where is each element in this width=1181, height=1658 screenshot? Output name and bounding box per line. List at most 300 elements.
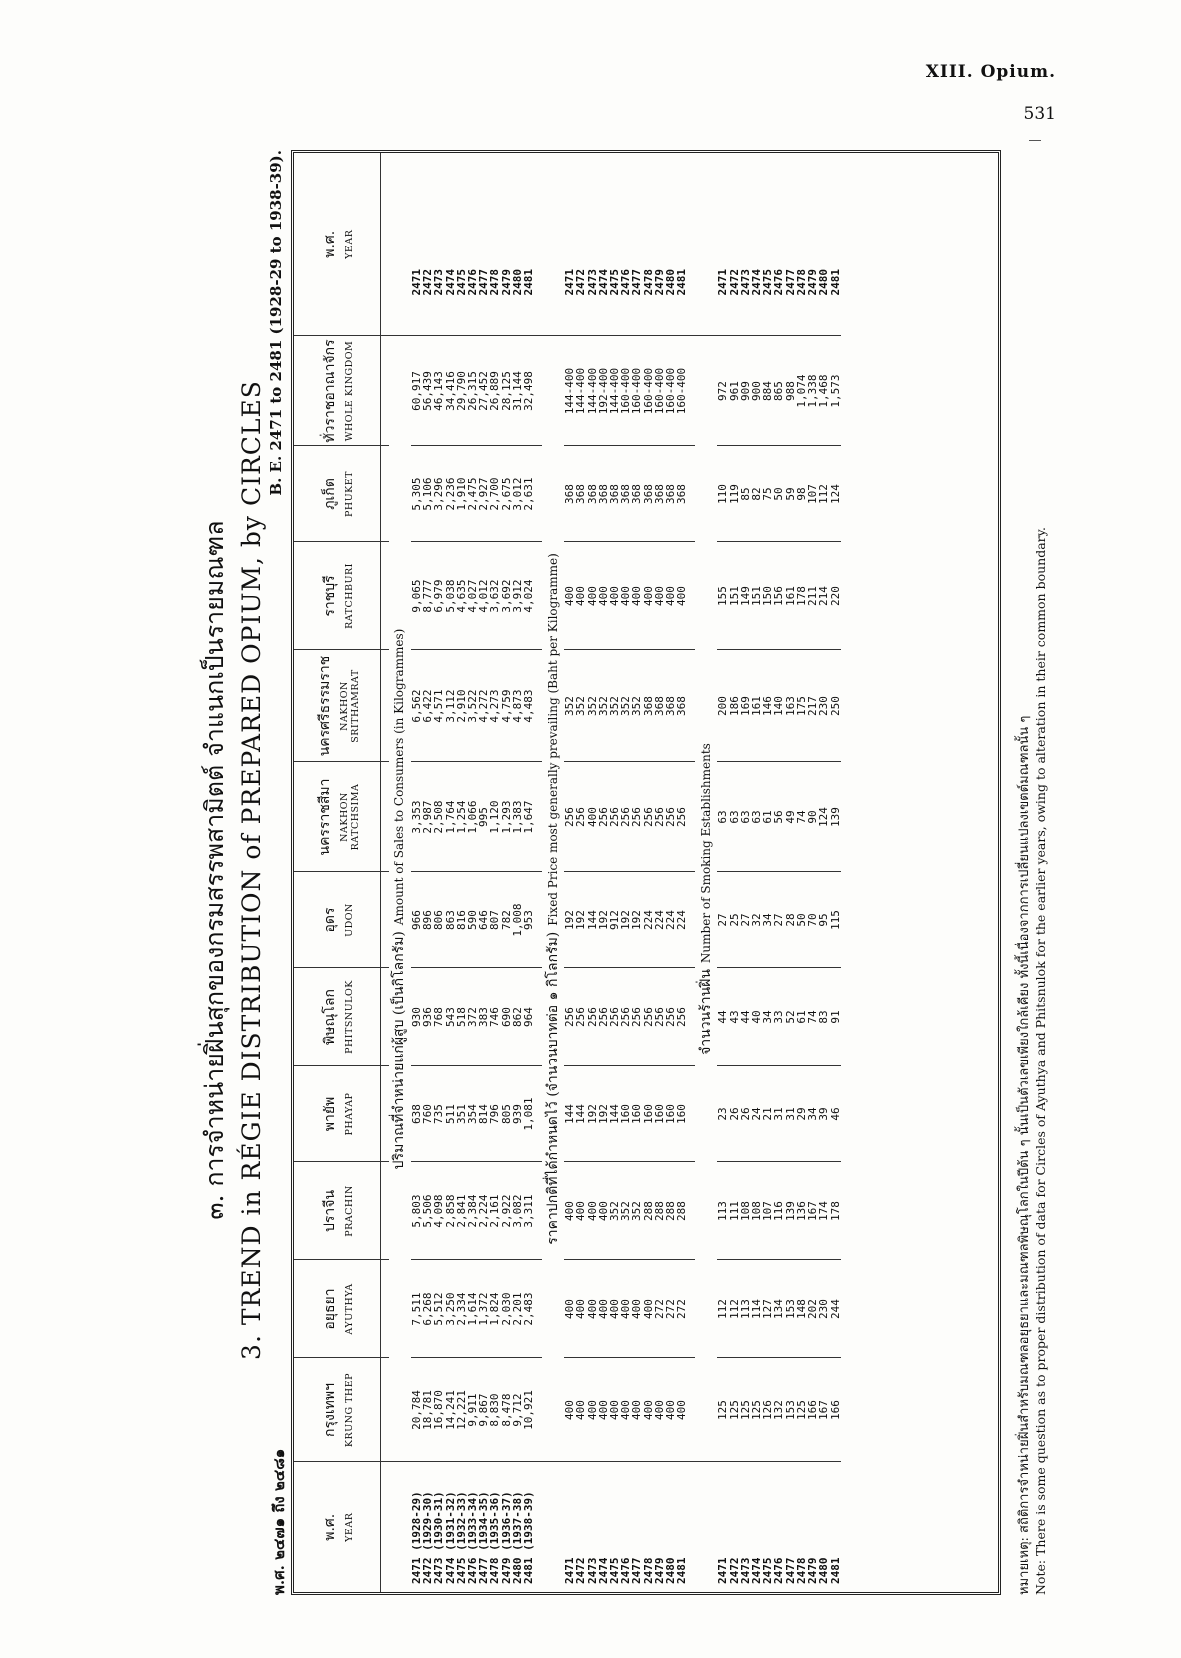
value-cell: 5,506 bbox=[422, 1162, 433, 1260]
value-cell: 2,987 bbox=[422, 762, 433, 872]
spacer-cell bbox=[687, 542, 695, 650]
table-row bbox=[751, 153, 762, 1592]
table-row bbox=[796, 153, 807, 1592]
value-cell: 31 bbox=[785, 1066, 796, 1162]
value-cell: 3,912 bbox=[512, 542, 523, 650]
value-cell: 9,911 bbox=[467, 1358, 478, 1462]
column-header-english: PHUKET bbox=[344, 470, 355, 518]
value-cell: 4,012 bbox=[478, 542, 489, 650]
column-header-english: NAKHON SRITHAMRAT bbox=[338, 669, 361, 743]
spacer-cell bbox=[687, 1358, 695, 1462]
value-cell: 256 bbox=[676, 968, 687, 1066]
value-cell: 400 bbox=[575, 1162, 586, 1260]
value-cell: 155 bbox=[717, 542, 728, 650]
spacer-row bbox=[381, 153, 390, 1592]
range-thai: พ.ศ. ๒๔๗๑ ถึง ๒๔๘๑ bbox=[270, 1448, 288, 1595]
value-cell: 27 bbox=[717, 872, 728, 968]
spacer-cell bbox=[534, 968, 542, 1066]
value-cell: 368 bbox=[598, 446, 609, 542]
year-cell: 2475 bbox=[761, 1557, 775, 1584]
column-header bbox=[294, 153, 381, 336]
value-cell: 368 bbox=[587, 446, 598, 542]
column-header bbox=[294, 1462, 381, 1592]
value-cell: 6,268 bbox=[422, 1260, 433, 1358]
spacer-cell bbox=[687, 153, 695, 336]
value-cell: 10,921 bbox=[523, 1358, 534, 1462]
spacer-cell bbox=[534, 153, 542, 336]
table-row bbox=[478, 153, 489, 1592]
column-header-english: YEAR bbox=[344, 229, 355, 259]
spacer-cell bbox=[534, 1462, 542, 1592]
section-spacer-cell bbox=[389, 1462, 411, 1592]
column-header-thai: พิษณุโลก bbox=[322, 988, 338, 1046]
value-cell: 144-400 bbox=[587, 336, 598, 446]
value-cell: 2,700 bbox=[489, 446, 500, 542]
spacer-cell bbox=[534, 1162, 542, 1260]
value-cell: 217 bbox=[807, 650, 818, 762]
value-cell: 1,120 bbox=[489, 762, 500, 872]
value-cell: 63 bbox=[729, 762, 740, 872]
year-cell-right: 2478 bbox=[643, 153, 654, 336]
spacer-cell bbox=[381, 336, 390, 446]
section-title-english: Fixed Price most generally prevailing (Baht per Kilogramme) bbox=[545, 553, 560, 926]
value-cell: 638 bbox=[411, 1066, 422, 1162]
column-header-thai: นครศรีธรรมราช bbox=[316, 655, 333, 757]
table-row bbox=[501, 153, 512, 1592]
column-header-english: AYUTHYA bbox=[344, 1283, 355, 1335]
year-cell-right: 2478 bbox=[489, 153, 500, 336]
year-cell-right: 2475 bbox=[609, 153, 620, 336]
value-cell: 108 bbox=[751, 1162, 762, 1260]
year-cell-right: 2472 bbox=[575, 153, 586, 336]
year-cell: 2474 bbox=[750, 1557, 764, 1584]
spacer-cell bbox=[687, 1462, 695, 1592]
spacer-cell bbox=[534, 1066, 542, 1162]
spacer-cell bbox=[381, 1358, 390, 1462]
value-cell: 1,573 bbox=[830, 336, 841, 446]
value-cell: 46,143 bbox=[433, 336, 444, 446]
spacer-row bbox=[687, 153, 695, 1592]
value-cell: 160 bbox=[665, 1066, 676, 1162]
value-cell: 805 bbox=[501, 1066, 512, 1162]
section-spacer-cell bbox=[389, 153, 411, 336]
column-header-thai: ทั่วราชอาณาจักร bbox=[322, 339, 338, 443]
value-cell: 518 bbox=[456, 968, 467, 1066]
value-cell: 2,631 bbox=[523, 446, 534, 542]
value-cell: 256 bbox=[631, 968, 642, 1066]
value-cell: 2,236 bbox=[445, 446, 456, 542]
value-cell: 368 bbox=[643, 446, 654, 542]
value-cell: 230 bbox=[818, 650, 829, 762]
table-row bbox=[411, 153, 422, 1592]
value-cell: 4,571 bbox=[433, 650, 444, 762]
spacer-cell bbox=[687, 1260, 695, 1358]
value-cell: 2,841 bbox=[456, 1162, 467, 1260]
value-cell: 167 bbox=[807, 1162, 818, 1260]
value-cell: 25 bbox=[729, 872, 740, 968]
value-cell: 862 bbox=[512, 968, 523, 1066]
value-cell: 796 bbox=[489, 1066, 500, 1162]
spacer-cell bbox=[687, 762, 695, 872]
value-cell: 174 bbox=[818, 1162, 829, 1260]
year-cell: 2480 bbox=[817, 1557, 831, 1584]
year-cell: 2477 (1934-35) bbox=[477, 1491, 491, 1584]
spacer-cell bbox=[381, 762, 390, 872]
spacer-cell bbox=[687, 872, 695, 968]
note-english: Note: There is some question as to proper distribution of data for Circles of Ayuthya and Phitsnulok for the earlier years, owing to alteration in their common boundary. bbox=[1033, 526, 1048, 1595]
value-cell: 368 bbox=[575, 446, 586, 542]
value-cell: 909 bbox=[740, 336, 751, 446]
value-cell: 230 bbox=[818, 1260, 829, 1358]
value-cell: 113 bbox=[740, 1260, 751, 1358]
table-row bbox=[433, 153, 444, 1592]
year-cell: 2481 bbox=[828, 1557, 842, 1584]
spacer-cell bbox=[687, 446, 695, 542]
value-cell: 3,296 bbox=[433, 446, 444, 542]
value-cell: 939 bbox=[512, 1066, 523, 1162]
value-cell: 256 bbox=[609, 762, 620, 872]
value-cell: 21 bbox=[762, 1066, 773, 1162]
value-cell: 256 bbox=[598, 762, 609, 872]
value-cell: 953 bbox=[523, 872, 534, 968]
year-cell-right: 2474 bbox=[751, 153, 762, 336]
value-cell: 511 bbox=[445, 1066, 456, 1162]
value-cell: 14,241 bbox=[445, 1358, 456, 1462]
value-cell: 33 bbox=[773, 968, 784, 1066]
value-cell: 34 bbox=[807, 1066, 818, 1162]
spacer-cell bbox=[534, 446, 542, 542]
table-row bbox=[512, 153, 523, 1592]
value-cell: 200 bbox=[717, 650, 728, 762]
value-cell: 256 bbox=[665, 968, 676, 1066]
value-cell: 24 bbox=[751, 1066, 762, 1162]
value-cell: 4,483 bbox=[523, 650, 534, 762]
value-cell: 961 bbox=[729, 336, 740, 446]
column-header-english: KRUNG THEP bbox=[344, 1372, 355, 1448]
column-header-thai: ภูเก็ต bbox=[322, 478, 338, 510]
value-cell: 400 bbox=[587, 1358, 598, 1462]
year-cell-right: 2476 bbox=[467, 153, 478, 336]
value-cell: 1,254 bbox=[456, 762, 467, 872]
column-header bbox=[294, 650, 381, 762]
year-cell-right: 2474 bbox=[598, 153, 609, 336]
spacer-cell bbox=[381, 1066, 390, 1162]
value-cell: 372 bbox=[467, 968, 478, 1066]
column-header-thai: ราชบุรี bbox=[322, 575, 338, 617]
value-cell: 112 bbox=[729, 1260, 740, 1358]
value-cell: 63 bbox=[717, 762, 728, 872]
value-cell: 8,777 bbox=[422, 542, 433, 650]
spacer-cell bbox=[381, 1462, 390, 1592]
value-cell: 400 bbox=[587, 1162, 598, 1260]
value-cell: 972 bbox=[717, 336, 728, 446]
value-cell: 3,632 bbox=[489, 542, 500, 650]
value-cell: 144-400 bbox=[564, 336, 575, 446]
column-header-english: PHAYAP bbox=[344, 1092, 355, 1136]
value-cell: 368 bbox=[676, 650, 687, 762]
value-cell: 153 bbox=[785, 1358, 796, 1462]
value-cell: 930 bbox=[411, 968, 422, 1066]
value-cell: 288 bbox=[676, 1162, 687, 1260]
value-cell: 3,692 bbox=[501, 542, 512, 650]
value-cell: 166 bbox=[807, 1358, 818, 1462]
value-cell: 256 bbox=[643, 968, 654, 1066]
value-cell: 352 bbox=[575, 650, 586, 762]
value-cell: 806 bbox=[433, 872, 444, 968]
value-cell: 23 bbox=[717, 1066, 728, 1162]
value-cell: 4,759 bbox=[501, 650, 512, 762]
column-header-english: NAKHON RATCHSIMA bbox=[338, 783, 361, 851]
value-cell: 192-400 bbox=[598, 336, 609, 446]
value-cell: 244 bbox=[830, 1260, 841, 1358]
value-cell: 28 bbox=[785, 872, 796, 968]
value-cell: 1,824 bbox=[489, 1260, 500, 1358]
value-cell: 400 bbox=[598, 1260, 609, 1358]
value-cell: 59 bbox=[785, 446, 796, 542]
table-row bbox=[740, 153, 751, 1592]
spacer-cell bbox=[381, 650, 390, 762]
value-cell: 5,512 bbox=[433, 1260, 444, 1358]
value-cell: 160-400 bbox=[643, 336, 654, 446]
value-cell: 782 bbox=[501, 872, 512, 968]
spacer-row bbox=[534, 153, 542, 1592]
value-cell: 74 bbox=[796, 762, 807, 872]
section-spacer-cell bbox=[695, 153, 717, 336]
value-cell: 354 bbox=[467, 1066, 478, 1162]
section-title-thai: ราคาปกติที่ได้กำหนดไว้ (จำนวนบาทต่อ ๑ กิโลกรัม) bbox=[544, 931, 561, 1245]
year-cell-right: 2473 bbox=[433, 153, 444, 336]
value-cell: 27 bbox=[773, 872, 784, 968]
value-cell: 3,522 bbox=[467, 650, 478, 762]
value-cell: 400 bbox=[643, 542, 654, 650]
value-cell: 113 bbox=[717, 1162, 728, 1260]
value-cell: 34 bbox=[762, 968, 773, 1066]
value-cell: 125 bbox=[729, 1358, 740, 1462]
value-cell: 352 bbox=[587, 650, 598, 762]
year-cell-right: 2471 bbox=[411, 153, 422, 336]
value-cell: 119 bbox=[729, 446, 740, 542]
column-header-english: UDON bbox=[344, 903, 355, 937]
table-row bbox=[445, 153, 456, 1592]
year-cell-right: 2480 bbox=[512, 153, 523, 336]
value-cell: 256 bbox=[587, 968, 598, 1066]
value-cell: 160-400 bbox=[631, 336, 642, 446]
year-cell-right: 2477 bbox=[631, 153, 642, 336]
value-cell: 61 bbox=[762, 762, 773, 872]
value-cell: 114 bbox=[751, 1260, 762, 1358]
spacer-cell bbox=[534, 872, 542, 968]
value-cell: 256 bbox=[609, 968, 620, 1066]
value-cell: 768 bbox=[433, 968, 444, 1066]
value-cell: 735 bbox=[433, 1066, 444, 1162]
value-cell: 50 bbox=[773, 446, 784, 542]
value-cell: 44 bbox=[717, 968, 728, 1066]
section-title-english: Amount of Sales to Consumers (in Kilogrammes) bbox=[392, 628, 407, 926]
year-cell: 2480 bbox=[664, 1557, 678, 1584]
year-cell: 2472 (1929-30) bbox=[421, 1491, 435, 1584]
year-cell: 2476 (1933-34) bbox=[466, 1491, 480, 1584]
year-cell: 2476 bbox=[772, 1557, 786, 1584]
year-cell: 2474 bbox=[596, 1557, 610, 1584]
value-cell: 4,098 bbox=[433, 1162, 444, 1260]
value-cell: 256 bbox=[676, 762, 687, 872]
value-cell: 256 bbox=[575, 762, 586, 872]
value-cell: 160-400 bbox=[654, 336, 665, 446]
table-row bbox=[575, 153, 586, 1592]
table-row bbox=[818, 153, 829, 1592]
value-cell: 400 bbox=[575, 1260, 586, 1358]
spacer-cell bbox=[687, 1162, 695, 1260]
value-cell: 110 bbox=[717, 446, 728, 542]
value-cell: 4,027 bbox=[467, 542, 478, 650]
value-cell: 256 bbox=[575, 968, 586, 1066]
value-cell: 224 bbox=[665, 872, 676, 968]
section-title-english: Number of Smoking Establishments bbox=[698, 743, 713, 964]
value-cell: 34 bbox=[762, 872, 773, 968]
year-cell-right: 2472 bbox=[422, 153, 433, 336]
value-cell: 400 bbox=[598, 1162, 609, 1260]
value-cell: 383 bbox=[478, 968, 489, 1066]
value-cell: 18,781 bbox=[422, 1358, 433, 1462]
value-cell: 256 bbox=[598, 968, 609, 1066]
value-cell: 56,439 bbox=[422, 336, 433, 446]
value-cell: 161 bbox=[785, 542, 796, 650]
value-cell: 400 bbox=[587, 762, 598, 872]
year-cell: 2475 bbox=[608, 1557, 622, 1584]
value-cell: 192 bbox=[575, 872, 586, 968]
year-cell-right: 2480 bbox=[665, 153, 676, 336]
value-cell: 400 bbox=[631, 1358, 642, 1462]
value-cell: 125 bbox=[740, 1358, 751, 1462]
value-cell: 124 bbox=[818, 762, 829, 872]
year-cell-right: 2478 bbox=[796, 153, 807, 336]
value-cell: 150 bbox=[762, 542, 773, 650]
value-cell: 995 bbox=[478, 762, 489, 872]
value-cell: 814 bbox=[478, 1066, 489, 1162]
value-cell: 400 bbox=[665, 542, 676, 650]
value-cell: 175 bbox=[796, 650, 807, 762]
year-cell: 2473 bbox=[738, 1557, 752, 1584]
year-cell: 2471 bbox=[563, 1557, 577, 1584]
column-header-thai: อุดร bbox=[322, 907, 338, 933]
section-title-thai: จำนวนร้านฝิ่น bbox=[697, 969, 714, 1055]
value-cell: 368 bbox=[665, 650, 676, 762]
value-cell: 224 bbox=[676, 872, 687, 968]
table-row bbox=[523, 153, 534, 1592]
column-header-thai: พายัพ bbox=[322, 1096, 338, 1132]
value-cell: 63 bbox=[751, 762, 762, 872]
value-cell: 1,647 bbox=[523, 762, 534, 872]
value-cell: 351 bbox=[456, 1066, 467, 1162]
value-cell: 400 bbox=[654, 1358, 665, 1462]
value-cell: 400 bbox=[587, 542, 598, 650]
divider bbox=[1029, 140, 1041, 141]
value-cell: 288 bbox=[665, 1162, 676, 1260]
value-cell: 272 bbox=[654, 1260, 665, 1358]
table-row bbox=[676, 153, 687, 1592]
value-cell: 26 bbox=[729, 1066, 740, 1162]
table-row bbox=[773, 153, 784, 1592]
year-cell-right: 2476 bbox=[773, 153, 784, 336]
value-cell: 112 bbox=[717, 1260, 728, 1358]
value-cell: 160 bbox=[620, 1066, 631, 1162]
spacer-cell bbox=[534, 1358, 542, 1462]
value-cell: 134 bbox=[773, 1260, 784, 1358]
value-cell: 400 bbox=[609, 1358, 620, 1462]
section-title bbox=[695, 336, 717, 1462]
spacer-cell bbox=[534, 1260, 542, 1358]
section-title-thai: ปริมาณที่จำหน่ายแก่ผู้สูบ (เป็นกิโลกรัม) bbox=[391, 931, 408, 1170]
spacer-cell bbox=[381, 1260, 390, 1358]
value-cell: 95 bbox=[818, 872, 829, 968]
year-cell: 2477 bbox=[630, 1557, 644, 1584]
year-cell: 2476 bbox=[619, 1557, 633, 1584]
value-cell: 144-400 bbox=[575, 336, 586, 446]
year-cell: 2472 bbox=[727, 1557, 741, 1584]
value-cell: 807 bbox=[489, 872, 500, 968]
value-cell: 29 bbox=[796, 1066, 807, 1162]
table-row bbox=[729, 153, 740, 1592]
year-cell-right: 2479 bbox=[501, 153, 512, 336]
value-cell: 26,889 bbox=[489, 336, 500, 446]
year-cell: 2472 bbox=[574, 1557, 588, 1584]
value-cell: 1,764 bbox=[445, 762, 456, 872]
value-cell: 125 bbox=[796, 1358, 807, 1462]
value-cell: 178 bbox=[796, 542, 807, 650]
value-cell: 400 bbox=[564, 542, 575, 650]
value-cell: 288 bbox=[643, 1162, 654, 1260]
column-header bbox=[294, 336, 381, 446]
title-english: 3. TREND in RÉGIE DISTRIBUTION of PREPARED OPIUM, by CIRCLES bbox=[237, 380, 266, 1360]
year-cell: 2481 (1938-39) bbox=[522, 1491, 536, 1584]
value-cell: 5,803 bbox=[411, 1162, 422, 1260]
value-cell: 9,065 bbox=[411, 542, 422, 650]
value-cell: 4,024 bbox=[523, 542, 534, 650]
year-cell-right: 2473 bbox=[587, 153, 598, 336]
value-cell: 115 bbox=[830, 872, 841, 968]
value-cell: 112 bbox=[818, 446, 829, 542]
value-cell: 70 bbox=[807, 872, 818, 968]
value-cell: 27,452 bbox=[478, 336, 489, 446]
value-cell: 368 bbox=[631, 446, 642, 542]
value-cell: 160-400 bbox=[665, 336, 676, 446]
value-cell: 8,830 bbox=[489, 1358, 500, 1462]
spacer-cell bbox=[381, 1162, 390, 1260]
value-cell: 256 bbox=[654, 968, 665, 1066]
year-cell-right: 2474 bbox=[445, 153, 456, 336]
value-cell: 4,635 bbox=[456, 542, 467, 650]
value-cell: 39 bbox=[818, 1066, 829, 1162]
value-cell: 31 bbox=[773, 1066, 784, 1162]
value-cell: 912 bbox=[609, 872, 620, 968]
value-cell: 4,273 bbox=[489, 650, 500, 762]
spacer-cell bbox=[381, 446, 390, 542]
year-cell-right: 2477 bbox=[478, 153, 489, 336]
value-cell: 124 bbox=[830, 446, 841, 542]
year-cell: 2471 (1928-29) bbox=[410, 1491, 423, 1584]
year-cell-right: 2472 bbox=[729, 153, 740, 336]
value-cell: 936 bbox=[422, 968, 433, 1066]
value-cell: 2,483 bbox=[523, 1260, 534, 1358]
value-cell: 160-400 bbox=[620, 336, 631, 446]
value-cell: 272 bbox=[676, 1260, 687, 1358]
value-cell: 156 bbox=[773, 542, 784, 650]
column-header bbox=[294, 968, 381, 1066]
column-header-thai: อยุธยา bbox=[322, 1288, 338, 1330]
value-cell: 690 bbox=[501, 968, 512, 1066]
value-cell: 167 bbox=[818, 1358, 829, 1462]
year-cell: 2479 bbox=[806, 1557, 820, 1584]
